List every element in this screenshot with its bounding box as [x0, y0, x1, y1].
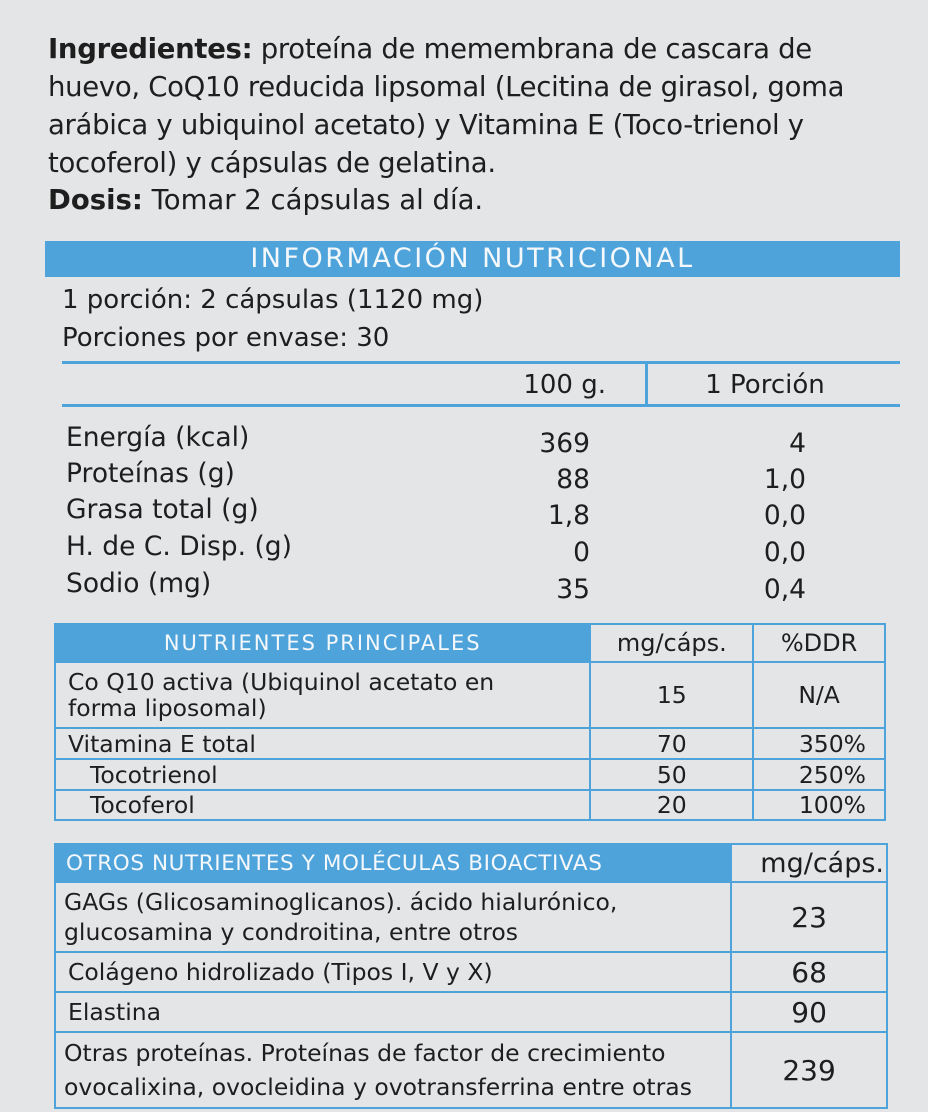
value-per-portion: 0,0 [763, 537, 806, 568]
table-row [55, 759, 885, 790]
nutrient-label: Grasa total (g) [66, 494, 259, 525]
nutrient-label: Sodio (mg) [66, 568, 212, 599]
table-row [55, 662, 885, 728]
divider-header [62, 404, 900, 407]
value-per-100g: 88 [556, 464, 590, 495]
serving-size: 1 porción: 2 cápsulas (1120 mg) [62, 285, 484, 315]
table-row [55, 992, 887, 1032]
ingredients-body: proteína de memembrana de cascara de huevo, CoQ10 reducida lipsomal (Lecitina de girasol, goma arábica y ubiquinol acetato) y Vitamina E (Toco-trienol y tocoferol) y cápsulas de gelatina. [48, 33, 845, 179]
column-divider [645, 364, 648, 404]
divider-top [62, 361, 900, 364]
dosage-body: Tomar 2 cápsulas al día. [142, 184, 484, 216]
ingredients-text [48, 30, 888, 182]
nutrient-label: Vitamina E total [55, 728, 590, 759]
table-row [55, 790, 885, 820]
mg-value: 68 [731, 952, 887, 992]
ddr-value: 350% [753, 728, 885, 759]
column-header-mg: mg/cáps. [731, 844, 887, 882]
main-nutrients-table [54, 623, 886, 821]
value-per-100g: 369 [539, 428, 590, 459]
mg-value: 50 [590, 759, 753, 790]
ddr-value: 250% [753, 759, 885, 790]
value-per-100g: 0 [573, 537, 590, 568]
nutrient-label: Energía (kcal) [66, 422, 250, 453]
mg-value: 15 [590, 662, 753, 728]
column-header-100g: 100 g. [523, 370, 606, 400]
servings-per-container: Porciones por envase: 30 [62, 323, 390, 353]
ddr-value: N/A [753, 662, 885, 728]
column-header-portion: 1 Porción [705, 370, 825, 400]
mg-value: 90 [731, 992, 887, 1032]
bioactive-label: Elastina [55, 992, 731, 1032]
ingredients-label: Ingredientes: [48, 33, 253, 65]
dosage-text [48, 181, 483, 219]
nutrient-label: H. de C. Disp. (g) [66, 531, 292, 562]
ddr-value: 100% [753, 790, 885, 820]
mg-value: 23 [731, 882, 887, 952]
nutrient-label: Tocotrienol [55, 759, 590, 790]
table-row [55, 952, 887, 992]
column-header-ddr: %DDR [753, 624, 885, 662]
value-per-portion: 4 [789, 428, 806, 459]
column-header-mg: mg/cáps. [590, 624, 753, 662]
mg-value: 20 [590, 790, 753, 820]
main-nutrients-title: NUTRIENTES PRINCIPALES [55, 624, 590, 662]
value-per-portion: 0,4 [763, 574, 806, 605]
bioactive-label: Otras proteínas. Proteínas de factor de crecimiento ovocalixina, ovocleidina y ovotransferrina entre otras [55, 1032, 731, 1108]
bioactives-table [54, 843, 888, 1109]
mg-value: 70 [590, 728, 753, 759]
nutrition-title: INFORMACIÓN NUTRICIONAL [45, 241, 900, 277]
value-per-100g: 1,8 [547, 500, 590, 531]
table-row [55, 882, 887, 952]
value-per-portion: 1,0 [763, 464, 806, 495]
dosage-label: Dosis: [48, 184, 143, 216]
nutrient-label: Proteínas (g) [66, 458, 235, 489]
mg-value: 239 [731, 1032, 887, 1108]
table-row [55, 728, 885, 759]
table-row [55, 1032, 887, 1108]
nutrient-label: Tocoferol [55, 790, 590, 820]
bioactive-label: Colágeno hidrolizado (Tipos I, V y X) [55, 952, 731, 992]
bioactive-label: GAGs (Glicosaminoglicanos). ácido hialurónico, glucosamina y condroitina, entre otros [55, 882, 731, 952]
nutrient-label: Co Q10 activa (Ubiquinol acetato en forma liposomal) [55, 662, 590, 728]
value-per-100g: 35 [556, 574, 590, 605]
bioactives-title: OTROS NUTRIENTES Y MOLÉCULAS BIOACTIVAS [55, 844, 731, 882]
value-per-portion: 0,0 [763, 500, 806, 531]
